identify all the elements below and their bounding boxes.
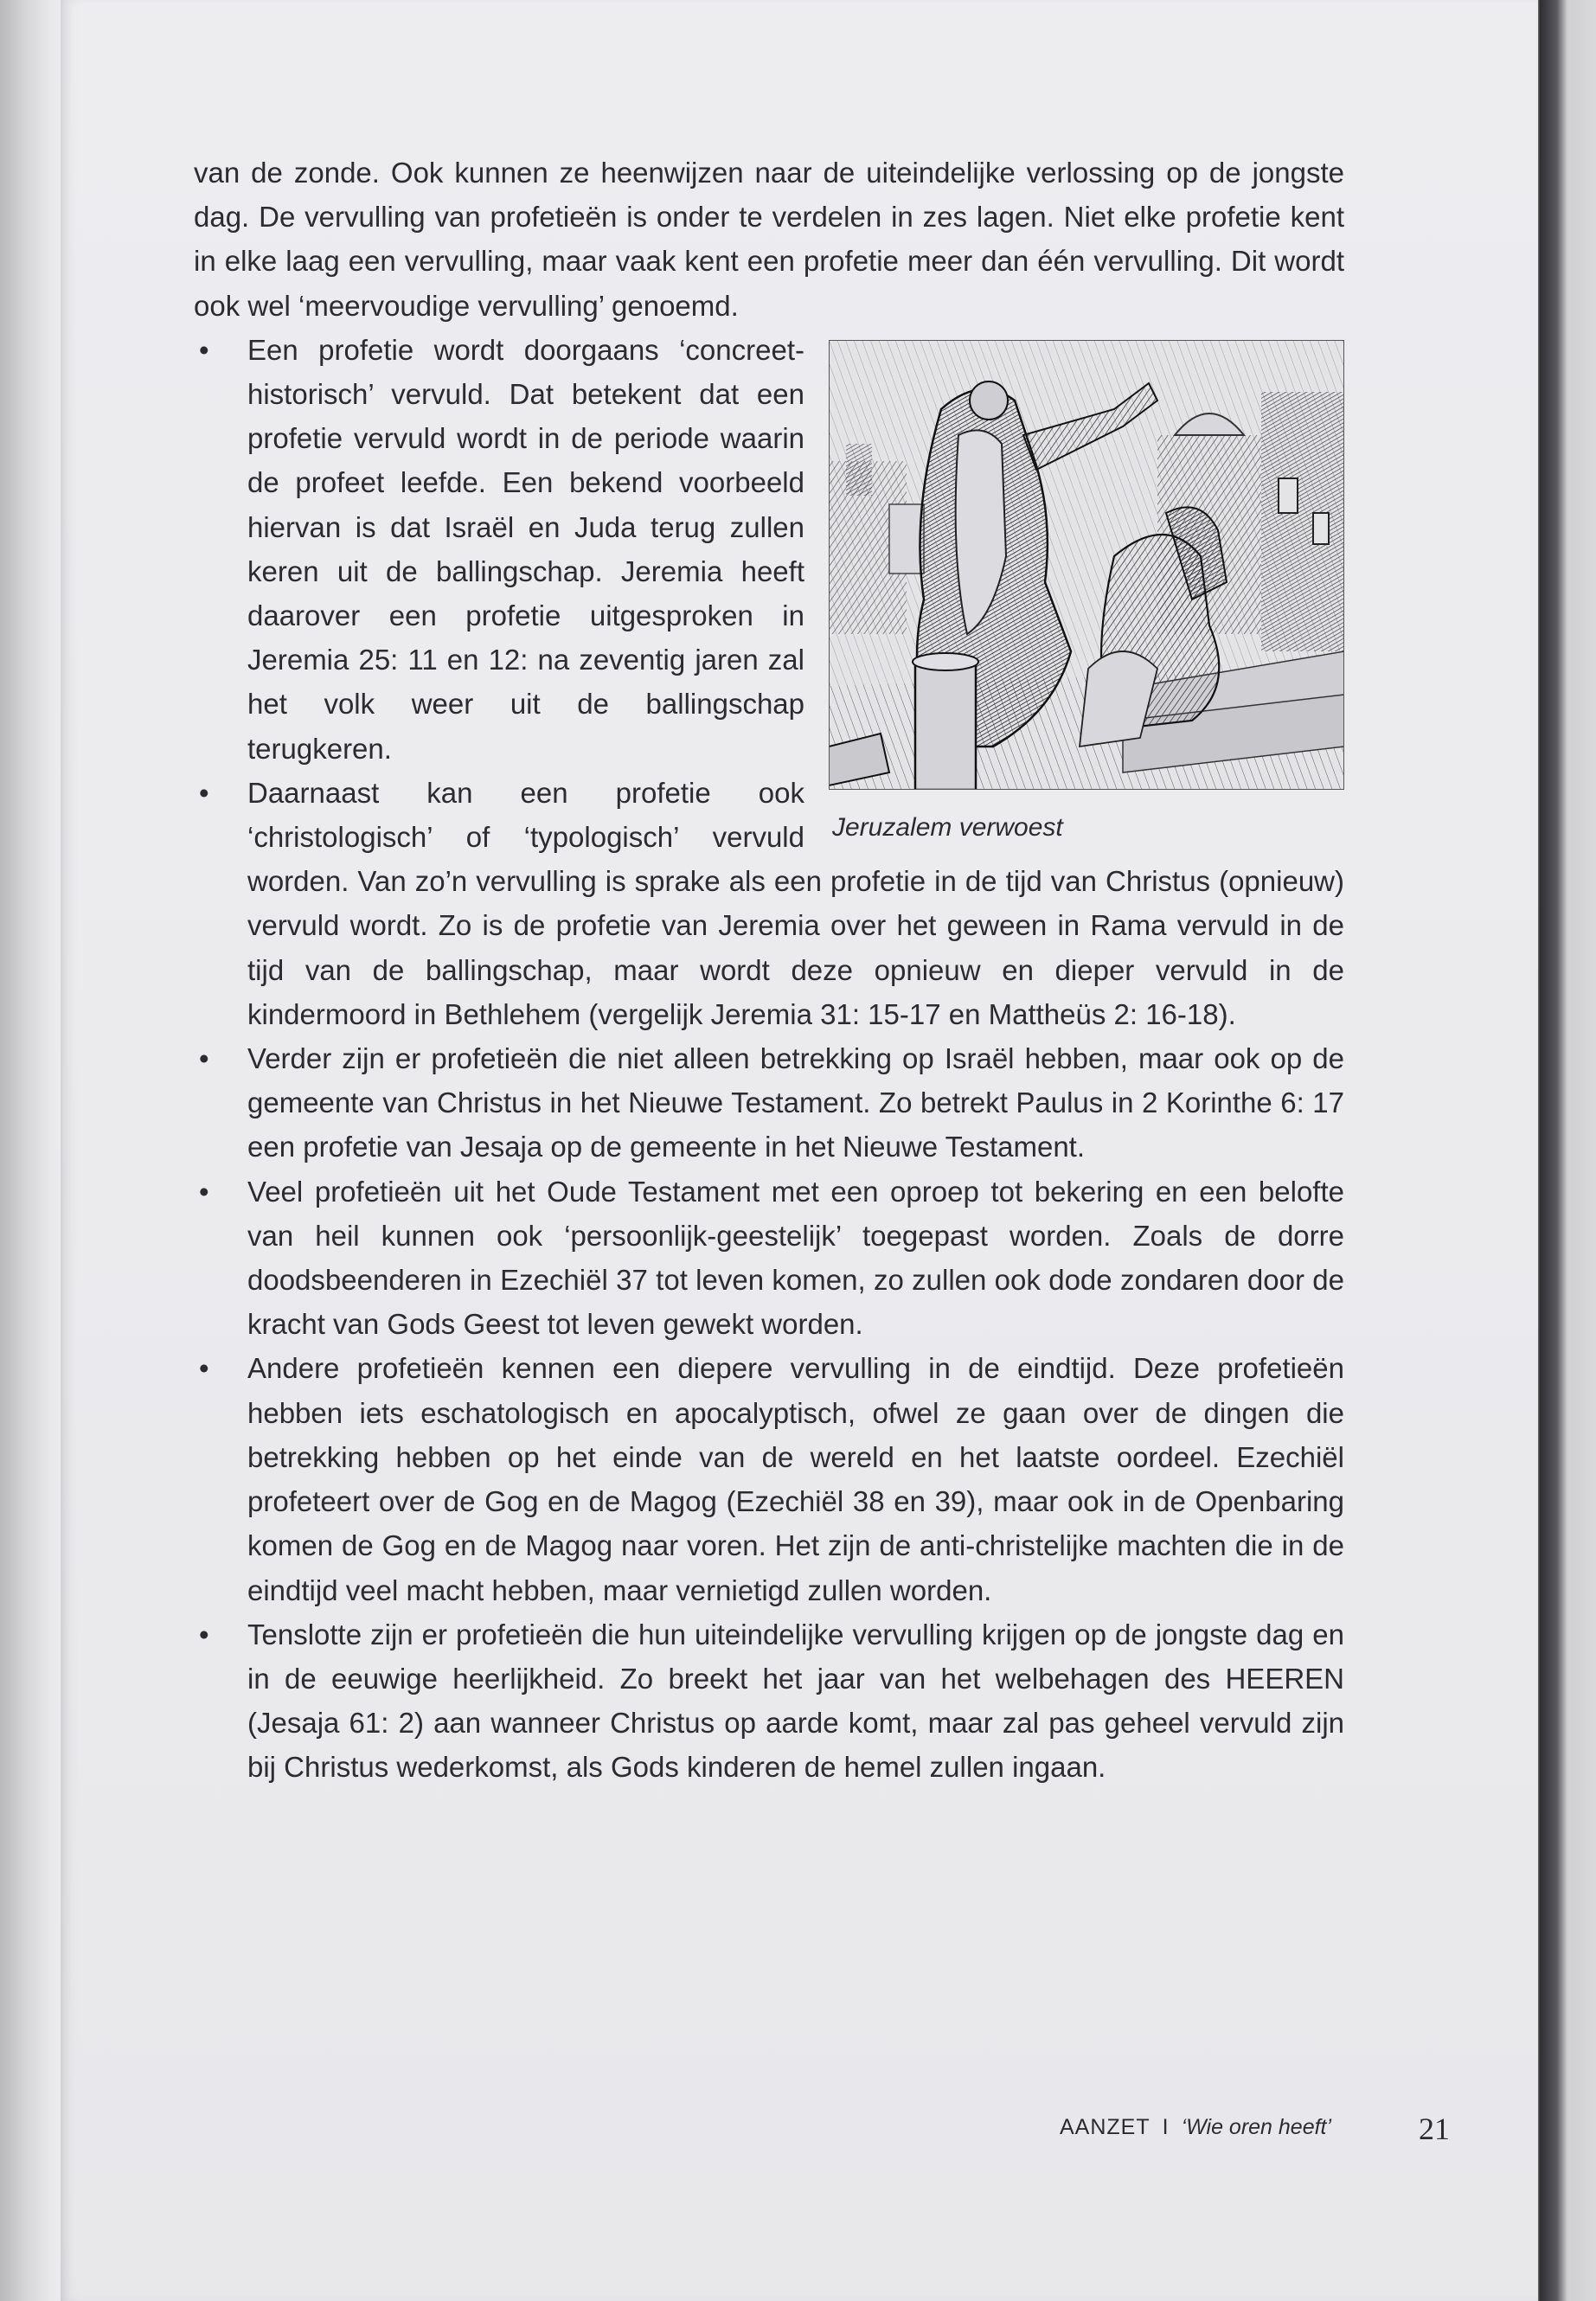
list-item: • Veel profetieën uit het Oude Testament met een oproep tot bekering en een belofte van heil kunnen ook ‘persoonlijk-geestelijk’ toegepast worden. Zoals de dorre doodsbeenderen in Ezechiël 37 tot leven komen, zo zullen ook dode zondaren door de kracht van Gods Geest tot leven gewekt worden. [194,1170,1344,1347]
fulfillment-layers-list [194,328,1344,1790]
list-item: • Andere profetieën kennen een diepere vervulling in de eindtijd. Deze profetieën hebben iets eschatologisch en apocalyptisch, ofwel ze gaan over de dingen die betrekking hebben op het einde van de wereld en het laatste oordeel. Ezechiël profeteert over de Gog en de Magog (Ezechiël 38 en 39), maar ook in de Openbaring komen de Gog en de Magog naar voren. Het zijn de anti-christelijke machten die in de eindtijd veel macht hebben, maar vernietigd zullen worden. [194,1346,1344,1612]
intro-line: van de zonde. Ook kunnen ze heenwijzen naar de uiteindelijke verlossing op de jongste dag. De vervulling van profetieën is onder te verdelen in zes lagen. Niet elke profetie kent in elke laag een vervulling, maar vaak kent een profetie meer dan één vervulling. Dit wordt ook wel ‘meervoudige vervulling’ genoemd. [194,157,1344,322]
intro-paragraph [194,151,1344,328]
footer-separator: I [1162,2115,1170,2139]
list-item: • Verder zijn er profetieën die niet alleen betrekking op Israël hebben, maar ook op de gemeente van Christus in het Nieuwe Testament. Zo betrekt Paulus in 2 Korinthe 6: 17 een profetie van Jesaja op de gemeente in het Nieuwe Testament. [194,1036,1344,1170]
list-item: • Daarnaast kan een profetie ook ‘christologisch’ of ‘typologisch’ vervuld worden. Van zo’n vervulling is sprake als een profetie in de tijd van Christus (opnieuw) vervuld wordt. Zo is de profetie van Jeremia over het geween in Rama vervuld in de tijd van de ballingschap, maar wordt deze opnieuw en dieper vervuld in de kindermoord in Bethlehem (vergelijk Jeremia 31: 15-17 en Mattheüs 2: 16-18). [194,771,1344,1036]
series-title: AANZET [1060,2115,1151,2139]
figure-caption: Jeruzalem verwoest [832,812,1063,842]
list-item: • Tenslotte zijn er profetieën die hun uiteindelijke vervulling krijgen op de jongste dag en in de eeuwige heerlijkheid. Zo breekt het jaar van het welbehagen des HEEREN (Jesaja 61: 2) aan wanneer Christus op aarde komt, maar zal pas geheel vervuld zijn bij Christus wederkomst, als Gods kinderen de hemel zullen ingaan. [194,1612,1344,1790]
series-subtitle: ‘Wie oren heeft’ [1181,2115,1332,2139]
page-number: 21 [1419,2112,1450,2146]
running-footer [1060,2115,1331,2140]
body-text [194,151,1344,1790]
list-item: • Een profetie wordt doorgaans ‘concreet-historisch’ vervuld. Dat betekent dat een profetie vervuld wordt in de periode waarin de profeet leefde. Een bekend voorbeeld hiervan is dat Israël en Juda terug zullen keren uit de ballingschap. Jeremia heeft daarover een profetie uitgesproken in Jeremia 25: 11 en 12: na zeventig jaren zal het volk weer uit de ballingschap terugkeren. [194,328,1344,771]
book-page [61,0,1538,2301]
